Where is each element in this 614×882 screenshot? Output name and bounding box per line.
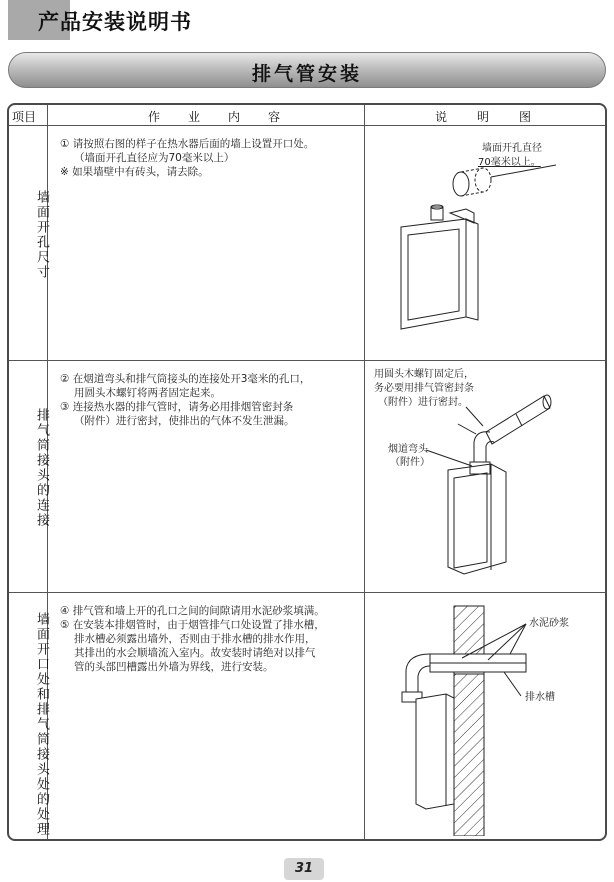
diagram-note: （附件）进行密封。 xyxy=(378,397,468,408)
wall-opening-diagram xyxy=(366,594,604,836)
instruction-line: 管的头部凹槽露出外墙为界线，进行安装。 xyxy=(74,661,274,673)
row-label-wall-opening-treatment: 墙面开口处和排气筒接头处的处理 xyxy=(34,612,49,837)
instruction-line: ④ 排气管和墙上开的孔口之间的间隙请用水泥砂浆填满。 xyxy=(60,605,325,617)
row-divider-2 xyxy=(9,592,605,593)
exhaust-connection-diagram xyxy=(366,362,604,590)
instruction-line: ※ 如果墙壁中有砖头，请去除。 xyxy=(60,166,209,178)
diagram-note: 务必要用排气管密封条 xyxy=(374,383,474,394)
instruction-line: ② 在烟道弯头和排气筒接头的连接处开3毫米的孔口， xyxy=(60,373,311,385)
manual-title: 产品安装说明书 xyxy=(38,10,192,34)
instruction-line: ⑤ 在安装本排烟管时，由于烟管排气口处设置了排水槽， xyxy=(60,619,325,631)
diagram-note: 水泥砂浆 xyxy=(529,618,569,629)
row-content-wall-hole-size xyxy=(60,137,366,179)
header-item: 项目 xyxy=(12,110,37,124)
instruction-line: 其排出的水会顺墙流入室内。故安装时请绝对以排气 xyxy=(74,647,316,659)
row-content-exhaust-connection xyxy=(60,372,366,428)
header-divider xyxy=(9,125,605,126)
section-banner xyxy=(8,52,606,88)
header-diagram: 说明图 xyxy=(435,110,562,124)
row-divider-1 xyxy=(9,360,605,361)
instruction-line: ③ 连接热水器的排气管时，请务必用排烟管密封条 xyxy=(60,401,294,413)
section-title: 排气管安装 xyxy=(251,63,362,85)
page-number: 31 xyxy=(284,858,324,880)
wall-hole-diagram xyxy=(366,127,604,359)
diagram-note: 用圆头木螺钉固定后， xyxy=(374,369,474,380)
instruction-line: （墙面开孔直径应为70毫米以上） xyxy=(74,152,235,164)
diagram-note: 排水槽 xyxy=(525,692,555,703)
instruction-line: 用圆头木螺钉将两者固定起来。 xyxy=(74,387,221,399)
diagram-note: 烟道弯头 xyxy=(388,444,428,455)
row-label-wall-hole-size: 墙面开孔尺寸 xyxy=(34,190,49,280)
diagram-note: 70毫米以上。 xyxy=(478,157,541,168)
instruction-line: （附件）进行密封，使排出的气体不发生泄漏。 xyxy=(74,415,295,427)
row-label-exhaust-connection: 排气筒接头的连接 xyxy=(34,408,49,528)
row-content-wall-opening-treatment xyxy=(60,604,366,674)
diagram-note: 墙面开孔直径 xyxy=(482,143,542,154)
header-work-content: 作业内容 xyxy=(148,110,309,124)
column-divider-2 xyxy=(364,105,365,839)
instruction-line: ① 请按照右图的样子在热水器后面的墙上设置开口处。 xyxy=(60,138,315,150)
instruction-line: 排水槽必须露出墙外，否则由于排水槽的排水作用， xyxy=(74,633,316,645)
diagram-note: （附件） xyxy=(390,457,430,468)
